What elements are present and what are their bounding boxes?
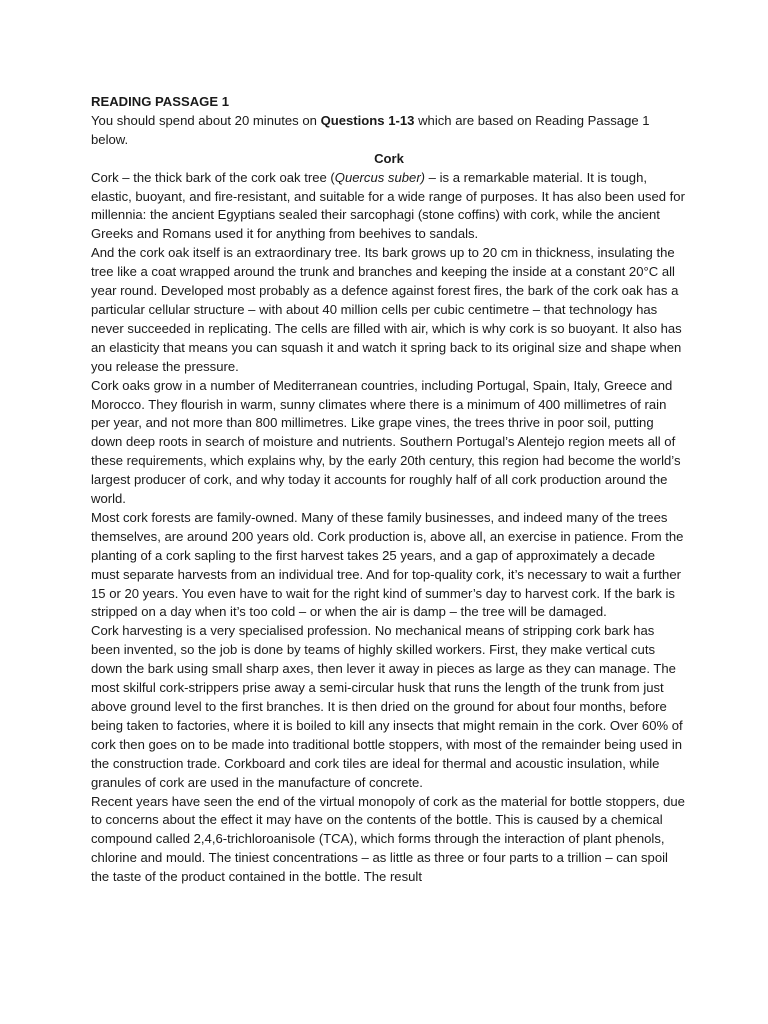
instruction-text-end: which are based on Reading Passage 1 below. xyxy=(91,112,650,147)
passage-heading: READING PASSAGE 1 xyxy=(91,94,229,109)
instruction-questions-range: Questions 1-13 xyxy=(320,112,415,128)
reading-passage xyxy=(91,93,687,887)
paragraph-cork-forests: Most cork forests are family-owned. Many of these family businesses, and indeed many of the trees themselves, are around 200 years old. Cork production is, above all, an exercise in patience. From the planting of a cork sapling to the first harvest takes 25 years, and a gap of approximately a decade must separate harvests from an individual tree. And for top-quality cork, it’s necessary to wait a further 15 or 20 years. You even have to wait for the right kind of summer’s day to harvest cork. If the bark is stripped on a day when it’s too cold – or when the air is damp – the tree will be damaged. xyxy=(91,509,684,620)
intro-latin-name: Quercus suber) xyxy=(334,169,426,185)
intro-text-end: – is a remarkable material. It is tough, elastic, buoyant, and fire-resistant, and suitable for a wide range of purposes. It has also been used for millennia: the ancient Egyptians sealed their sarcophagi (stone coffins) with cork, while the ancient Greeks and Romans used it for anything from beehives to sandals. xyxy=(91,169,685,242)
paragraph-growing-regions: Cork oaks grow in a number of Mediterranean countries, including Portugal, Spain, Italy, Greece and Morocco. They flourish in warm, sunny climates where there is a minimum of 400 millimetres of rain per year, and not more than 800 millimetres. Like grape vines, the trees thrive in poor soil, putting down deep roots in search of moisture and nutrients. Southern Portugal’s Alentejo region meets all of these requirements, which explains why, by the early 20th century, this region had become the world’s largest producer of cork, and why today it accounts for roughly half of all cork production around the world. xyxy=(91,377,681,507)
passage-instruction xyxy=(91,112,687,150)
intro-text-start: Cork – the thick bark of the cork oak tree ( xyxy=(91,169,335,185)
passage-title: Cork xyxy=(374,150,404,166)
paragraph-cork-oak: And the cork oak itself is an extraordinary tree. Its bark grows up to 20 cm in thickness, insulating the tree like a coat wrapped around the trunk and branches and keeping the inside at a constant 20°C all year round. Developed most probably as a defence against forest fires, the bark of the cork oak has a particular cellular structure – with about 40 million cells per cubic centimetre – that technology has never succeeded in replicating. The cells are filled with air, which is why cork is so buoyant. It also has an elasticity that means you can squash it and watch it spring back to its original size and shape when you release the pressure. xyxy=(91,245,682,374)
paragraph-intro xyxy=(91,169,687,245)
paragraph-harvesting: Cork harvesting is a very specialised profession. No mechanical means of stripping cork bark has been invented, so the job is done by teams of highly skilled workers. First, they make vertical cuts down the bark using small sharp axes, then lever it away in pieces as large as they can manage. The most skilful cork-strippers prise away a semi-circular husk that runs the length of the trunk from just above ground level to the first branches. It is then dried on the ground for about four months, before being taken to factories, where it is boiled to kill any insects that might remain in the cork. Over 60% of cork then goes on to be made into traditional bottle stoppers, with most of the remainder being used in the construction trade. Corkboard and cork tiles are ideal for thermal and acoustic insulation, while granules of cork are used in the manufacture of concrete. xyxy=(91,623,683,790)
paragraph-bottle-stoppers: Recent years have seen the end of the virtual monopoly of cork as the material for bottle stoppers, due to concerns about the effect it may have on the contents of the bottle. This is caused by a chemical compound called 2,4,6-trichloroanisole (TCA), which forms through the interaction of plant phenols, chlorine and mould. The tiniest concentrations – as little as three or four parts to a trillion – can spoil the taste of the product contained in the bottle. The result xyxy=(91,793,685,885)
instruction-text-start: You should spend about 20 minutes on xyxy=(91,112,321,128)
